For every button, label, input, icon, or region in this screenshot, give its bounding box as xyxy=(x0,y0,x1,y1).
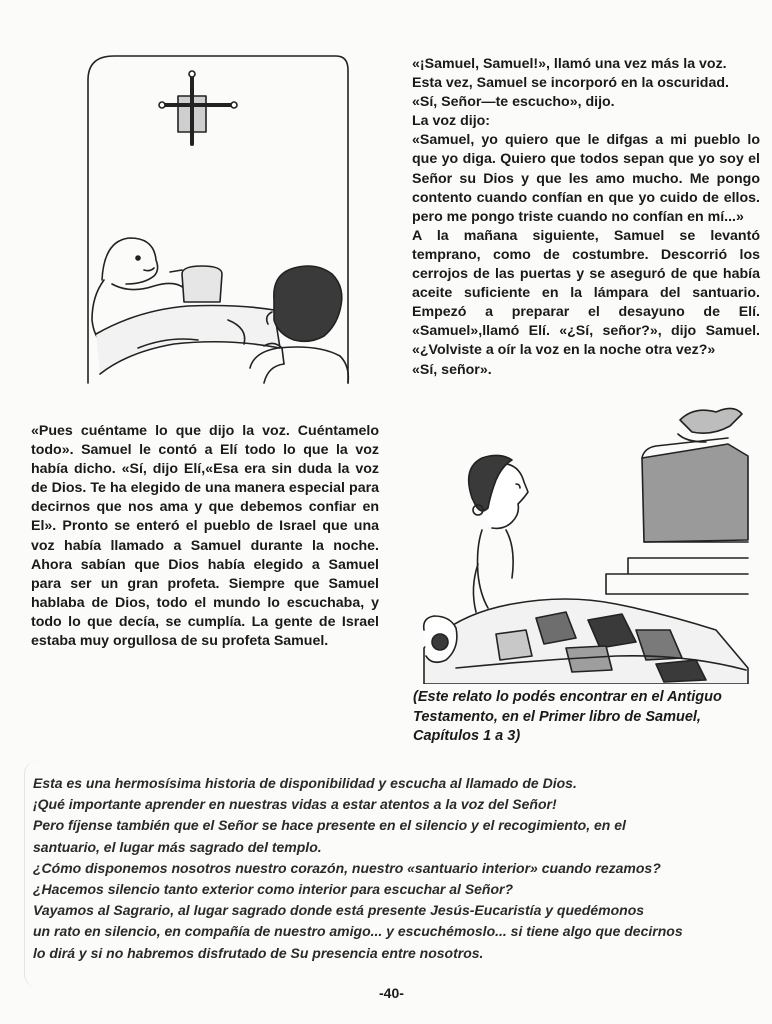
story-line: «Samuel, yo quiero que le difgas a mi pueblo lo que yo diga. Quiero que todos sepan que yo soy el Señor su Dios y que les amo mucho. Me pongo contento cuando confían en que yo cuido de ellos. pero me pongo triste cuando no confían en mí...» xyxy=(412,132,760,225)
reflection-line: santuario, el lugar más sagrado del templo. xyxy=(33,838,322,855)
reflection-line: ¿Cómo disponemos nosotros nuestro corazón, nuestro «santuario interior» cuando rezamos? xyxy=(33,859,661,876)
reflection-line: Esta es una hermosísima historia de disponibilidad y escucha al llamado de Dios. xyxy=(33,775,577,791)
illustration-samuel-in-bed xyxy=(416,398,762,684)
story-paragraph: «Pues cuéntame lo que dijo la voz. Cuéntamelo todo». Samuel le contó a Elí todo lo que la voz había dicho. «Sí, dijo Elí,«Esa era sin duda la voz de Dios. Te ha elegido de una manera especial para decirnos que nos ama y que debemos confiar en El». Pronto se enteró el pueblo de Israel que una voz había llamado a Samuel durante la noche. Ahora sabían que Dios había elegido a Samuel para ser un gran profeta. Siempre que Samuel hablaba de Dios, todo el mundo lo escuchaba, y todo lo que decía, se cumplía. La gente de Israel estaba muy orgullosa de su profeta Samuel. xyxy=(31,423,379,650)
quilt-figure xyxy=(424,599,748,684)
bible-citation: (Este relato lo podés encontrar en el Antiguo Testamento, en el Primer libro de Samuel, Capítulos 1 a 3) xyxy=(413,689,722,744)
story-line: A la mañana siguiente, Samuel se levantó temprano, como de costumbre. Descorrió los cerrojos de las puertas y se aseguró de que había aceite suficiente en la lámpara del santuario. Empezó a preparar el desayuno de Elí. «Samuel»,llamó Elí. «¿Sí, señor?», dijo Samuel. «¿Volviste a oír la voz en la noche otra vez?» xyxy=(412,227,760,359)
story-line: «Sí, señor». xyxy=(412,361,492,378)
story-line: La voz dijo: xyxy=(412,113,491,130)
reflection-line: lo dirá y si no habremos disfrutado de Su presencia entre nosotros. xyxy=(33,944,484,961)
reflection-line: un rato en silencio, en compañía de nuestro amigo... y escuchémoslo... si tiene algo que decirnos xyxy=(33,923,683,940)
reflection-line: Vayamos al Sagrario, al lugar sagrado donde está presente Jesús-Eucaristía y quedémonos xyxy=(33,902,645,919)
story-left-column xyxy=(31,422,379,651)
story-right-column xyxy=(412,55,760,380)
cherub-icon xyxy=(680,408,742,433)
reflection-line: Pero fíjense también que el Señor se hace presente en el silencio y el recogimiento, en el xyxy=(33,817,626,834)
illustration-eli-and-samuel xyxy=(78,48,360,390)
reflection-line: ¿Hacemos silencio tanto exterior como interior para escuchar al Señor? xyxy=(33,881,514,898)
page-number: -40- xyxy=(379,985,404,1001)
altar-figure xyxy=(642,408,748,542)
story-line: «Sí, Señor—te escucho», dijo. xyxy=(412,94,615,111)
reflection-line: ¡Qué importante aprender en nuestras vidas a estar atentos a la voz del Señor! xyxy=(33,796,557,813)
samuel-figure xyxy=(469,455,528,612)
cross-icon xyxy=(159,71,237,144)
reflection-text xyxy=(33,773,768,964)
story-line: Esta vez, Samuel se incorporó en la oscuridad. xyxy=(412,75,729,92)
story-line: «¡Samuel, Samuel!», llamó una vez más la voz. xyxy=(412,56,727,72)
